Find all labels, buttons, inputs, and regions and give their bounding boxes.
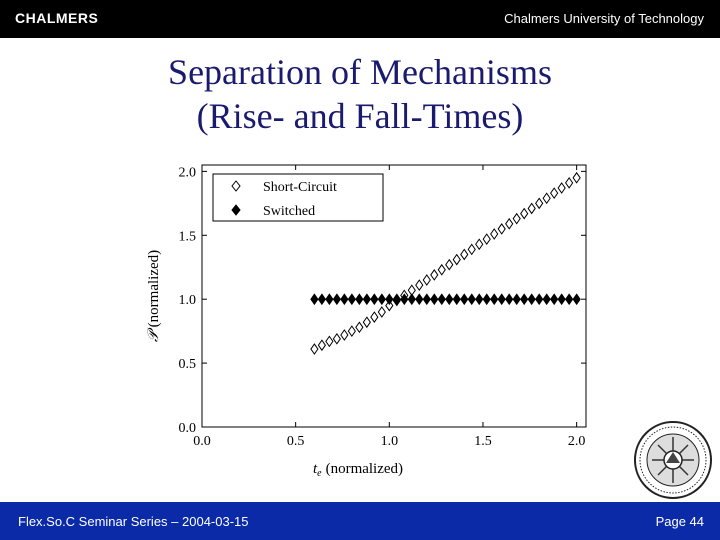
x-axis-label: [313, 461, 403, 479]
slide-title-line1: Separation of Mechanisms: [168, 52, 552, 92]
x-axis-label-rest: (normalized): [325, 461, 404, 477]
y-tick-label: 0.5: [178, 357, 196, 373]
chart: [140, 155, 600, 485]
slide-title-line2: (Rise- and Fall-Times): [196, 96, 524, 136]
x-tick-label: 0.5: [286, 434, 305, 449]
legend-label-switched: Switched: [263, 204, 316, 219]
x-tick-label: 2.0: [567, 434, 586, 449]
x-tick-label: 1.0: [380, 434, 399, 449]
chalmers-seal-icon: [632, 419, 714, 501]
page-number: Page 44: [655, 514, 704, 529]
y-tick-label: 0.0: [178, 421, 196, 436]
y-axis-label: [146, 250, 162, 342]
y-tick-label: 1.5: [178, 229, 196, 245]
y-axis-label-rest: (normalized): [146, 249, 162, 328]
x-axis-label-main: t: [312, 461, 318, 477]
y-tick-label: 2.0: [178, 165, 196, 181]
y-axis-label-symbol: 𝒫: [146, 331, 162, 343]
footer-seminar: Flex.So.C Seminar Series – 2004-03-15: [18, 514, 249, 529]
footer-bar: [0, 502, 720, 540]
chalmers-logo: CHALMERS: [15, 10, 99, 26]
x-axis-label-sub: e: [317, 468, 322, 479]
legend-label-short-circuit: Short-Circuit: [263, 180, 337, 195]
slide-title: [0, 50, 720, 138]
header-bar: [0, 0, 720, 38]
y-tick-label: 1.0: [178, 293, 196, 309]
x-tick-label: 0.0: [193, 434, 211, 449]
x-tick-label: 1.5: [474, 434, 492, 449]
legend: [213, 174, 383, 221]
university-name: Chalmers University of Technology: [504, 11, 704, 26]
